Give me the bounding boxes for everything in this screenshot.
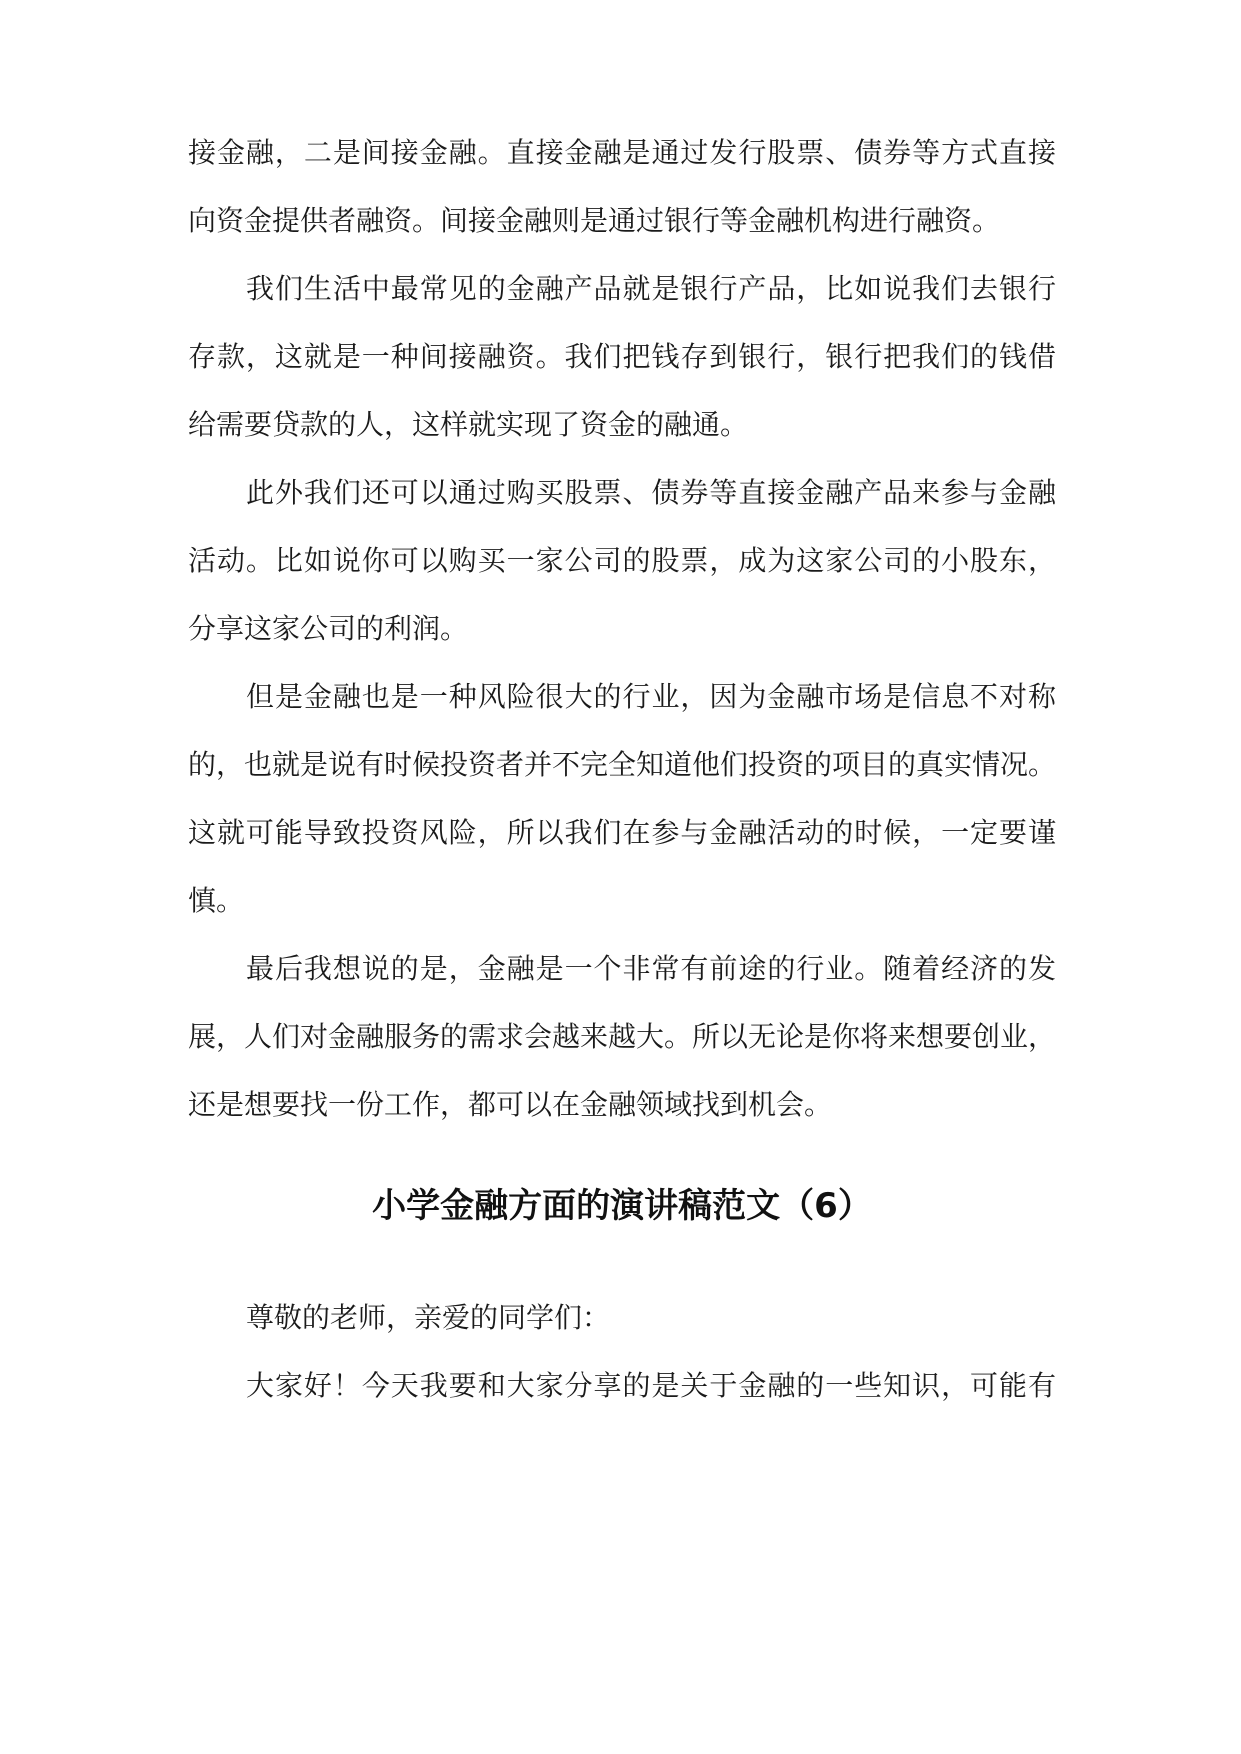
paragraph-line: 还是想要找一份工作，都可以在金融领域找到机会。 (188, 1088, 833, 1121)
paragraph-line: 大家好！今天我要和大家分享的是关于金融的一些知识，可能有 (246, 1369, 1056, 1402)
paragraph-line: 存款，这就是一种间接融资。我们把钱存到银行，银行把我们的钱借 (188, 340, 1056, 373)
paragraph-line: 慎。 (188, 884, 245, 917)
salutation-line: 尊敬的老师，亲爱的同学们： (246, 1301, 611, 1334)
paragraph-line: 最后我想说的是，金融是一个非常有前途的行业。随着经济的发 (246, 952, 1056, 985)
paragraph-line: 接金融，二是间接金融。直接金融是通过发行股票、债券等方式直接 (188, 136, 1056, 169)
paragraph-line: 但是金融也是一种风险很大的行业，因为金融市场是信息不对称 (246, 680, 1056, 713)
paragraph-line: 的，也就是说有时候投资者并不完全知道他们投资的项目的真实情况。 (188, 748, 1056, 781)
paragraph-line: 活动。比如说你可以购买一家公司的股票，成为这家公司的小股东， (188, 544, 1056, 577)
paragraph-line: 这就可能导致投资风险，所以我们在参与金融活动的时候，一定要谨 (188, 816, 1056, 849)
paragraph-line: 向资金提供者融资。间接金融则是通过银行等金融机构进行融资。 (188, 204, 1001, 237)
paragraph-line: 分享这家公司的利润。 (188, 612, 469, 645)
paragraph-line: 我们生活中最常见的金融产品就是银行产品，比如说我们去银行 (246, 272, 1056, 305)
paragraph-line: 此外我们还可以通过购买股票、债券等直接金融产品来参与金融 (246, 476, 1056, 509)
section-heading: 小学金融方面的演讲稿范文（6） (372, 1186, 872, 1226)
paragraph-line: 给需要贷款的人，这样就实现了资金的融通。 (188, 408, 749, 441)
paragraph-line: 展，人们对金融服务的需求会越来越大。所以无论是你将来想要创业， (188, 1020, 1056, 1053)
